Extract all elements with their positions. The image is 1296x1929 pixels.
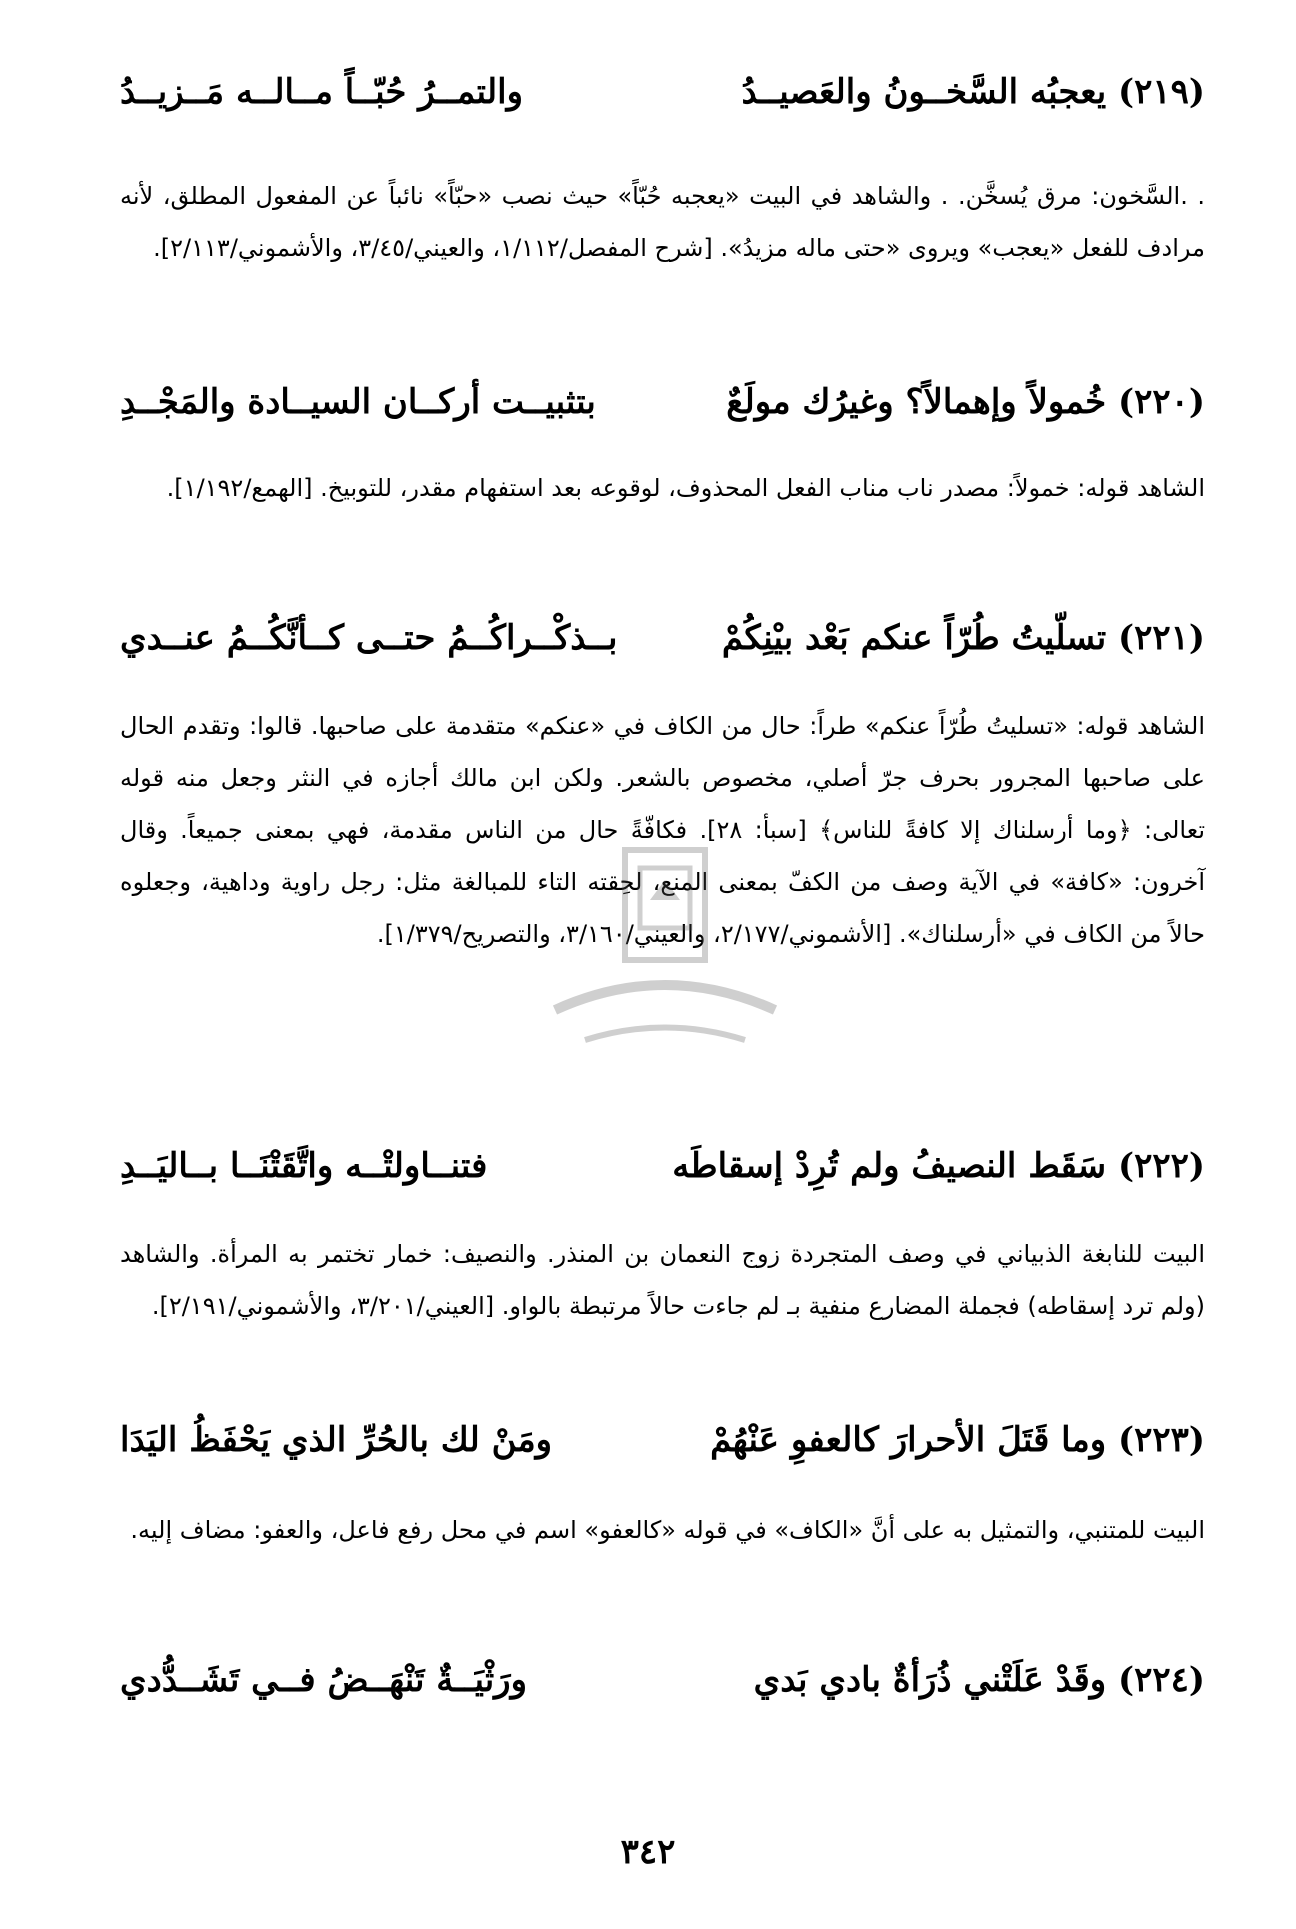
- verse-222: [120, 1136, 1205, 1196]
- verse-222-commentary: البيت للنابغة الذبياني في وصف المتجردة زوج النعمان بن المنذر. والنصيف: خمار تختمر به المرأة. والشاهد (ولم ترد إسقاطه) فجملة المضارع منفية بـ لم جاءت حالاً مرتبطة بالواو. [العيني/٣/٢٠١، والأشموني/٢/١٩١].: [120, 1240, 1205, 1320]
- verse-number: (٢٢٤): [1118, 1660, 1205, 1700]
- verse-second-hemistich: بــذكْــراكُــمُ حتــى كــأنَّكُــمُ عنــدي: [120, 618, 618, 658]
- verse-221-commentary: الشاهد قوله: «تسليتُ طُرّاً عنكم» طراً: حال من الكاف في «عنكم» متقدمة على صاحبها. قالوا: وتقدم الحال على صاحبها المجرور بحرف جرّ أصلي، مخصوص بالشعر. ولكن ابن مالك أجازه في النثر وجعل منه قوله تعالى: ﴿وما أرسلناك إلا كافةً للناس﴾ [سبأ: ٢٨]. فكافّةً حال من الناس مقدمة، فهي بمعنى جميعاً. وقال آخرون: «كافة» في الآية وصف من الكفّ بمعنى المنع، لحِقته التاء للمبالغة مثل: رجل راوية وداهية، وجعلوه حالاً من الكاف في «أرسلناك». [الأشموني/٢/١٧٧، والعيني/٣/١٦٠، والتصريح/١/٣٧٩].: [120, 712, 1205, 948]
- verse-first-hemistich: (٢٢٣) وما قَتَلَ الأحرارَ كالعفوِ عَنْهُمْ: [710, 1420, 1205, 1460]
- verse-219: [120, 62, 1205, 122]
- verse-second-hemistich: ومَنْ لك بالحُرِّ الذي يَحْفَظُ اليَدَا: [120, 1420, 553, 1460]
- verse-second-hemistich: فتنــاولتْــه واتَّقَتْنَــا بــاليَــدِ: [120, 1146, 488, 1186]
- verse-second-hemistich: ورَثْيَــةٌ تَنْهَــضُ فــي تَشَــدُّدي: [120, 1660, 528, 1700]
- verse-number: (٢٢٠): [1118, 382, 1205, 422]
- verse-number: (٢٢١): [1118, 618, 1205, 658]
- verse-number: (٢١٩): [1118, 72, 1205, 112]
- verse-first-hemistich: (٢٢٢) سَقَط النصيفُ ولم تُرِدْ إسقاطَه: [672, 1146, 1205, 1186]
- verse-number: (٢٢٢): [1118, 1146, 1205, 1186]
- verse-second-hemistich: والتمــرُ حُبّــاً مــالــه مَــزيــدُ: [120, 72, 524, 112]
- verse-223-commentary: البيت للمتنبي، والتمثيل به على أنَّ «الكاف» في قوله «كالعفو» اسم في محل رفع فاعل، والعفو: مضاف إليه.: [130, 1516, 1205, 1544]
- verse-first-hemistich: (٢٢٤) وقَدْ عَلَتْني ذُرَأةٌ بادي بَدي: [753, 1660, 1205, 1700]
- verse-223: [120, 1410, 1205, 1470]
- verse-first-hemistich: (٢١٩) يعجبُه السَّخــونُ والعَصيــدُ: [741, 72, 1205, 112]
- verse-first-hemistich: (٢٢١) تسلّيتُ طُرّاً عنكم بَعْد بيْنِكُمْ: [721, 618, 1205, 658]
- verse-220: [120, 372, 1205, 432]
- verse-219-commentary: . .السَّخون: مرق يُسخَّن. . والشاهد في البيت «يعجبه حُبّاً» حيث نصب «حبّاً» نائباً عن المفعول المطلق، لأنه مرادف للفعل «يعجب» ويروى «حتى ماله مزيدُ». [شرح المفصل/١/١١٢، والعيني/٣/٤٥، والأشموني/٢/١١٣].: [120, 182, 1205, 262]
- page-number: ٣٤٢: [620, 1832, 676, 1872]
- verse-second-hemistich: بتثبيــت أركــان السيــادة والمَجْــدِ: [120, 382, 596, 422]
- verse-number: (٢٢٣): [1118, 1420, 1205, 1460]
- verse-221: [120, 608, 1205, 668]
- verse-224: [120, 1650, 1205, 1710]
- verse-first-hemistich: (٢٢٠) خُمولاً وإهمالاً؟ وغيرُك مولَعٌ: [726, 382, 1205, 422]
- verse-220-commentary: الشاهد قوله: خمولاً: مصدر ناب مناب الفعل المحذوف، لوقوعه بعد استفهام مقدر، للتوبيخ. [الهمع/١/١٩٢].: [166, 474, 1205, 502]
- library-watermark-stamp: [515, 840, 815, 1070]
